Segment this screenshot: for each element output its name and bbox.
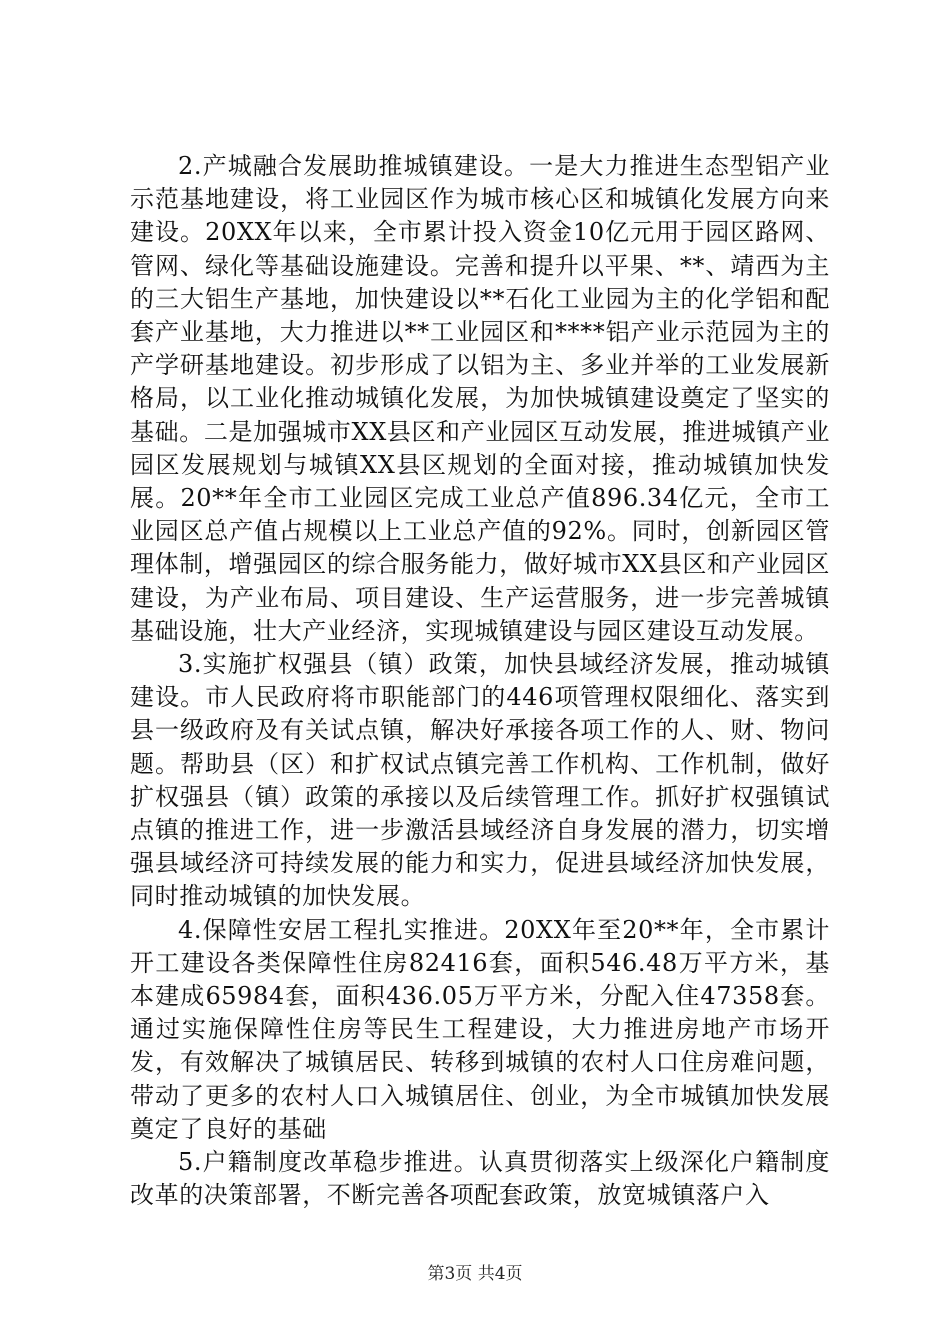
paragraph-affordable-housing: 4.保障性安居工程扎实推进。20XX年至20**年，全市累计开工建设各类保障性住房82416套，面积546.48万平方米，基本建成65984套，面积436.05万平方米，分配入住47358套。通过实施保障性住房等民生工程建设，大力推进房地产市场开发，有效解决了城镇居民、转移到城镇的农村人口住房难问题，带动了更多的农村人口入城镇居住、创业，为全市城镇加快发展奠定了良好的基础 xyxy=(130,915,830,1143)
document-body xyxy=(130,150,830,1213)
paragraph-county-empowerment: 3.实施扩权强县（镇）政策，加快县域经济发展，推动城镇建设。市人民政府将市职能部门的446项管理权限细化、落实到县一级政府及有关试点镇，解决好承接各项工作的人、财、物问题。帮助县（区）和扩权试点镇完善工作机构、工作机制，做好扩权强县（镇）政策的承接以及后续管理工作。抓好扩权强镇试点镇的推进工作，进一步激活县域经济自身发展的潜力，切实增强县域经济可持续发展的能力和实力，促进县域经济加快发展，同时推动城镇的加快发展。 xyxy=(130,650,830,911)
paragraph-industry-city-integration: 2.产城融合发展助推城镇建设。一是大力推进生态型铝产业示范基地建设，将工业园区作为城市核心区和城镇化发展方向来建设。20XX年以来，全市累计投入资金10亿元用于园区路网、管网、绿化等基础设施建设。完善和提升以平果、**、靖西为主的三大铝生产基地，加快建设以**石化工业园为主的化学铝和配套产业基地，大力推进以**工业园区和****铝产业示范园为主的产学研基地建设。初步形成了以铝为主、多业并举的工业发展新格局，以工业化推动城镇化发展，为加快城镇建设奠定了坚实的基础。二是加强城市XX县区和产业园区互动发展，推进城镇产业园区发展规划与城镇XX县区规划的全面对接，推动城镇加快发展。20**年全市工业园区完成工业总产值896.34亿元，全市工业园区总产值占规模以上工业总产值的92%。同时，创新园区管理体制，增强园区的综合服务能力，做好城市XX县区和产业园区建设，为产业布局、项目建设、生产运营服务，进一步完善城镇基础设施，壮大产业经济，实现城镇建设与园区建设互动发展。 xyxy=(130,152,830,645)
paragraph-household-registration: 5.户籍制度改革稳步推进。认真贯彻落实上级深化户籍制度改革的决策部署，不断完善各项配套政策，放宽城镇落户入 xyxy=(130,1148,830,1210)
page-number-footer: 第3页 共4页 xyxy=(427,1264,523,1284)
